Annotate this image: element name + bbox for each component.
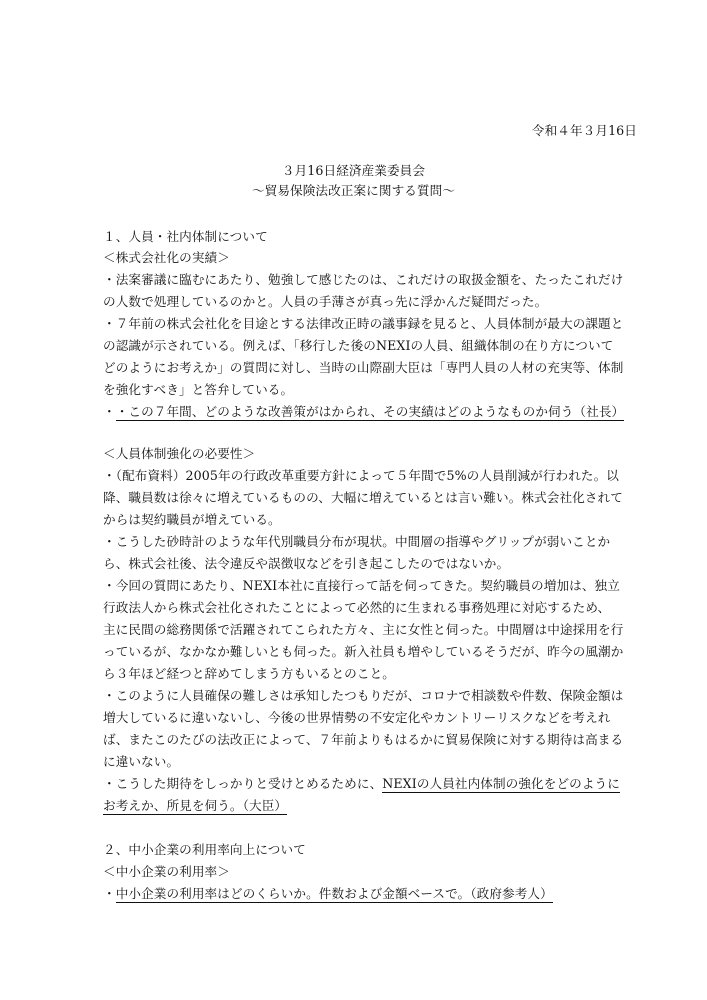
paragraph-line: からは契約職員が増えている。 [103,512,281,527]
paragraph-line: どのようにお考えか」の質問に対し、当時の山際副大臣は「専門人員の人材の充実等、体制 [103,360,624,375]
question-line [103,776,620,792]
document-title: ３月16日経済産業委員会 [281,163,426,178]
paragraph-line: ら３年ほど経つと辞めてしまう方もいるとのこと。 [103,666,395,681]
section2-heading: ２、中小企業の利用率向上について [103,842,306,857]
section1-sub2-heading: ＜人員体制強化の必要性＞ [103,446,256,461]
section1-sub1-heading: ＜株式会社化の実績＞ [103,250,230,265]
question-lead: ・こうした期待をしっかりと受けとめるために、 [103,776,383,791]
question-lead: ・ [103,886,116,901]
underlined-question: NEXIの人員社内体制の強化をどのように [382,776,620,791]
question-line [103,798,287,814]
paragraph-line: 降、職員数は徐々に増えているものの、大幅に増えているとは言い難い。株式会社化されて [103,490,623,505]
document-date: 令和４年３月16日 [531,123,637,138]
paragraph-line: ・法案審議に臨むにあたり、勉強して感じたのは、これだけの取扱金額を、たったこれだけ [103,272,624,287]
paragraph-line: の人数で処理しているのかと。人員の手薄さが真っ先に浮かんだ疑問だった。 [103,294,548,309]
paragraph-line: に違いない。 [103,754,180,769]
question-line: ・・この７年間、どのような改善策がはかられ、その実績はどのようなものか伺う（社長） [103,404,625,419]
paragraph-line: ば、またこのたびの法改正によって、７年前よりもはるかに貿易保険に対する期待は高まる [103,732,624,747]
underlined-question: 中小企業の利用率はどのくらいか。件数および金額ベースで。（政府参考人） [115,886,553,901]
paragraph-line: の認識が示されている。例えば、「移行した後のNEXIの人員、組織体制の在り方について [103,338,614,353]
underlined-question: ・この７年間、どのような改善策がはかられ、その実績はどのようなものか伺う（社長） [115,404,625,419]
paragraph-line: 行政法人から株式会社化されたことによって必然的に生まれる事務処理に対応するため、 [103,600,611,615]
paragraph-line: 主に民間の総務関係で活躍されてこられた方々、主に女性と伺った。中間層は中途採用を行 [103,622,624,637]
section1-heading: １、人員・社内体制について [103,229,268,244]
document-subtitle: ～貿易保険法改正案に関する質問～ [251,183,456,198]
paragraph-line: っているが、なかなか難しいとも伺った。新入社員も増やしているそうだが、昨今の風潮か [103,644,624,659]
paragraph-line: を強化すべき」と答弁している。 [103,382,294,397]
section2-sub1-heading: ＜中小企業の利用率＞ [103,864,230,879]
paragraph-line: ・７年前の株式会社化を目途とする法律改正時の議事録を見ると、人員体制が最大の課題と [103,316,624,331]
paragraph-line: ・今回の質問にあたり、NEXI本社に直接行って話を伺ってきた。契約職員の増加は、独立 [103,578,620,593]
paragraph-line: ・このように人員確保の難しさは承知したつもりだが、コロナで相談数や件数、保険金額は [103,688,624,703]
paragraph-line: ら、株式会社後、法令違反や誤徴収などを引き起こしたのではないか。 [103,556,510,571]
paragraph-line: ・（配布資料）2005年の行政改革重要方針によって５年間で5%の人員削減が行われた。以 [103,468,619,483]
paragraph-line: ・こうした砂時計のような年代別職員分布が現状。中間層の指導やグリップが弱いことか [103,534,611,549]
question-line [103,886,553,902]
paragraph-line: 増大しているに違いないし、今後の世界情勢の不安定化やカントリーリスクなどを考えれ [103,710,611,725]
underlined-question: お考えか、所見を伺う。（大臣） [103,798,288,813]
